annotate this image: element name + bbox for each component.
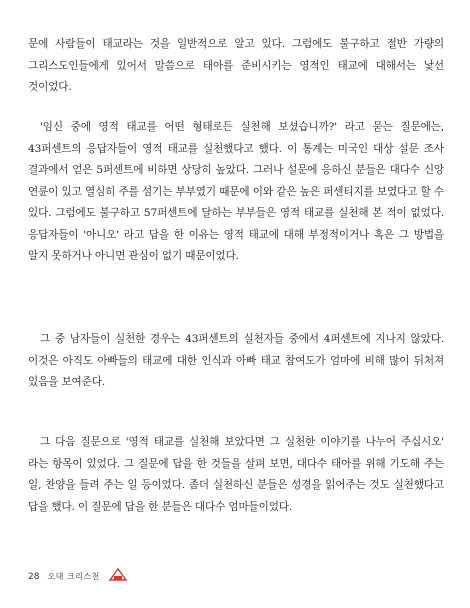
page-footer <box>28 566 128 582</box>
brand-logo-icon <box>108 566 128 582</box>
paragraph-3: 그 중 남자들이 실천한 경우는 43퍼센트의 실천자들 중에서 4퍼센트에 지나지 않았다. 이것은 아직도 아빠들의 태교에 대한 인식과 아빠 태교 참여도가 엄마에 비해 많이 뒤처져 있음을 보여준다. <box>28 333 444 388</box>
footer-brand: 오대 크리스천 <box>47 572 100 581</box>
paragraph-4: 그 다음 질문으로 '영적 태교를 실천해 보았다면 그 실천한 이야기를 나누어 주십시오' 라는 항목이 있었다. 그 질문에 답을 한 것들을 살펴 보면, 대다수 태아를 위해 기도해 주는 일, 찬양을 들려 주는 일 등이었다. 좀더 실천하신 분들은 성경을 읽어주는 것도 실천했다고 답을 했다. 이 질문에 답을 한 분들은 대다수 엄마들이었다. <box>28 436 444 513</box>
paragraph-1: 문에 사람들이 태교라는 것을 일반적으로 알고 있다. 그럼에도 불구하고 절반 가량의 그리스도인들에게 있어서 말씀으로 태아를 준비시키는 영적인 태교에 대해서는 낯선 것이었다. <box>28 38 444 93</box>
page-number: 28 <box>28 572 40 582</box>
paragraph-2: '임신 중에 영적 태교를 어떤 형태로든 실천해 보셨습니까?' 라고 묻는 질문에는, 43퍼센트의 응답자들이 영적 태교를 실천했다고 했다. 이 통계는 미국인 대상 설문 조사 결과에서 얻은 5퍼센트에 비하면 상당히 높았다. 그러나 설문에 응하신 분들은 대다수 신앙 연륜이 있고 열심히 주를 섬기는 부부였기 때문에 이와 같은 높은 퍼센티지를 보였다고 할 수 있다. 그럼에도 불구하고 57퍼센트에 달하는 부부들은 영적 태교를 실천해 본 적이 없었다. 응답자들이 '아니오' 라고 답을 한 이유는 영적 태교에 대해 부정적이거나 혹은 그 방법을 알지 못하거나 아니면 관심이 없기 때문이었다. <box>28 121 444 262</box>
